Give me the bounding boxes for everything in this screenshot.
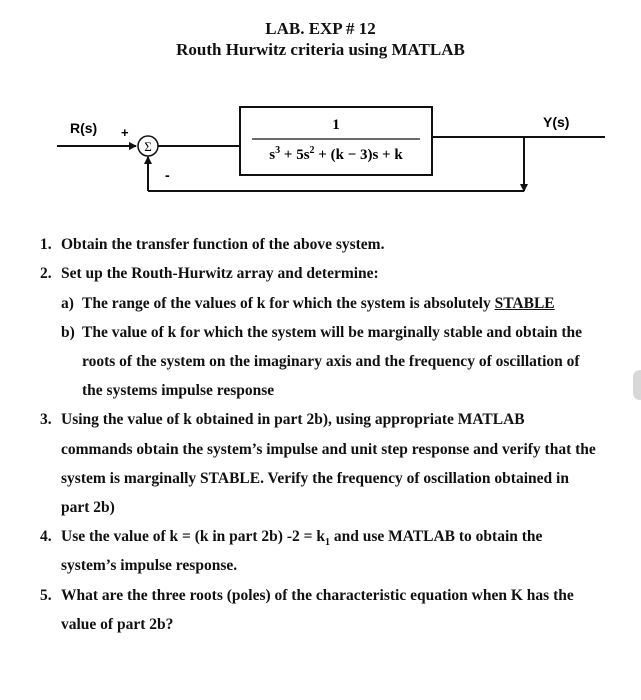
tf-numerator: 1 — [332, 117, 340, 133]
question-4-line: system’s impulse response. — [61, 557, 238, 574]
question-3-line: system is marginally STABLE. Verify the frequency of oscillation obtained in — [61, 470, 569, 487]
question-5-line: value of part 2b? — [61, 616, 174, 633]
question-3-line: commands obtain the system’s impulse and unit step response and verify that the — [61, 441, 596, 458]
output-label: Y(s) — [543, 114, 570, 130]
minus-sign: - — [165, 167, 170, 183]
question-2b-line: the systems impulse response — [82, 382, 275, 399]
input-label: R(s) — [70, 120, 98, 136]
block-diagram — [0, 95, 641, 210]
stable-emphasis: STABLE — [494, 295, 555, 312]
page-subtitle: Routh Hurwitz criteria using MATLAB — [176, 40, 465, 59]
tf-denominator: $s^3 + 5s^2 + (k - 3)s + k$ — [269, 145, 403, 163]
plus-sign: + — [121, 125, 129, 140]
question-2b-line: roots of the system on the imaginary axis and the frequency of oscillation of — [82, 353, 580, 370]
page-title: LAB. EXP # 12 — [265, 19, 376, 38]
page-edge-shadow — [633, 370, 641, 400]
question-3-line: part 2b) — [61, 499, 115, 516]
sigma-symbol: Σ — [144, 139, 152, 154]
